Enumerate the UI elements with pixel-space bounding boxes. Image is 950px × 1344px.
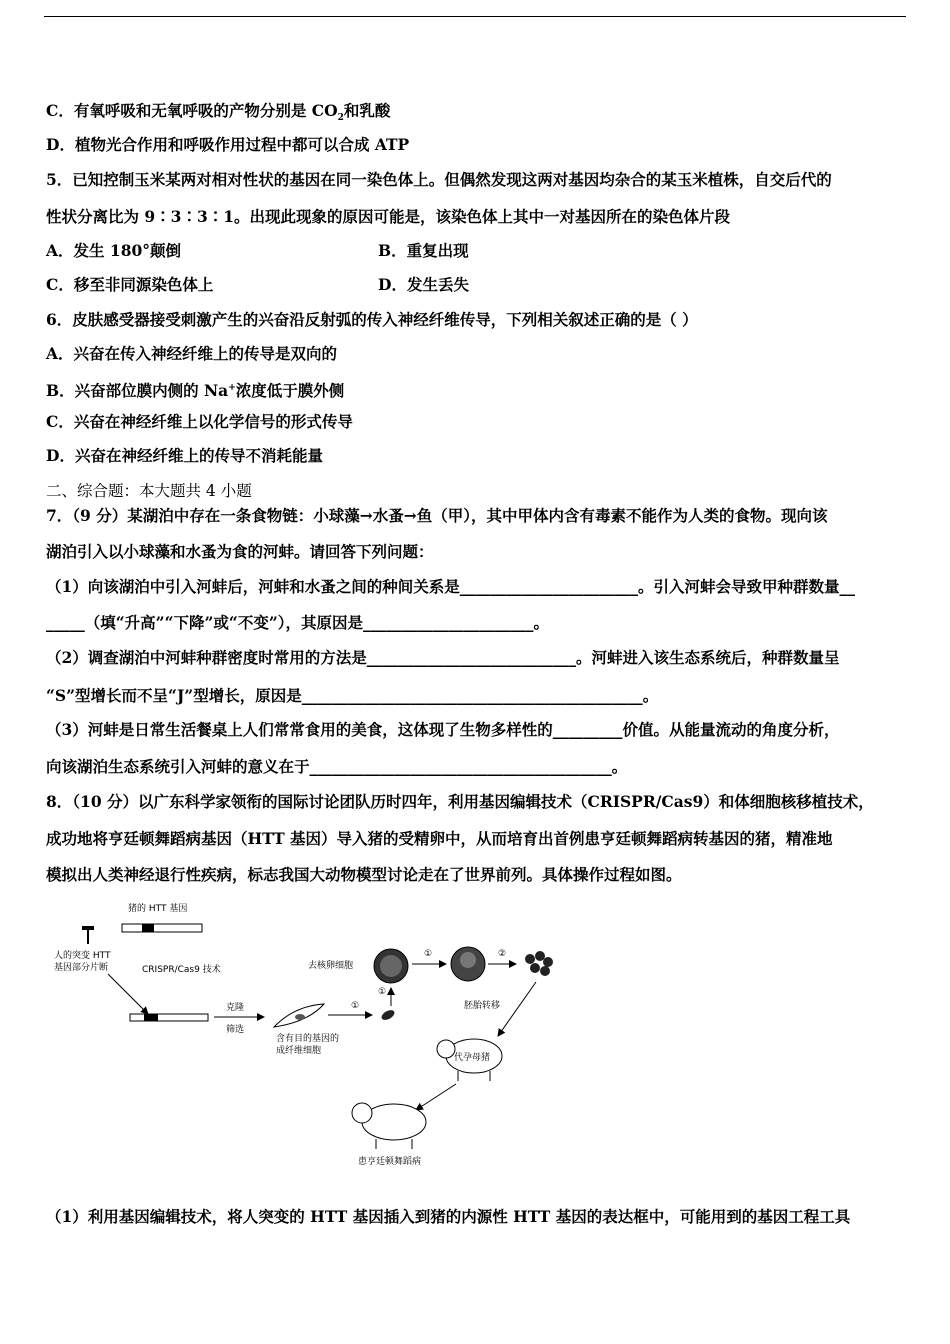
q6-option-a: A．兴奋在传入神经纤维上的传导是双向的 [46, 344, 338, 363]
edited-gene-marker [144, 1014, 158, 1021]
q5-option-d: D．发生丢失 [378, 275, 469, 294]
surrogate-label: 代孕母猪 [454, 1053, 491, 1063]
q7-part3-line2: 向该湖泊生态系统引入河蚌的意义在于_______________________________________。 [46, 757, 628, 776]
disease-pig [352, 1103, 426, 1149]
q5-option-a: A．发生 180°颠倒 [46, 241, 182, 260]
human-fragment-bar [82, 926, 94, 930]
q7-part2-line2: “S”型增长而不呈“J”型增长，原因是____________________________________________。 [46, 686, 659, 705]
arrow-to-disease-pig [416, 1084, 456, 1110]
enucleated-egg-label: 去核卵细胞 [308, 961, 354, 971]
q4-option-c: C．有氧呼吸和无氧呼吸的产物分别是 $CO_2$和乳酸 [46, 101, 391, 124]
embryo-transfer-label: 胚胎转移 [464, 1001, 501, 1011]
enucleated-egg-inner [380, 955, 402, 977]
screen-label: 筛选 [226, 1025, 245, 1035]
step1-label-b: ① [378, 987, 387, 997]
q5-stem-line1: 5．已知控制玉米某两对相对性状的基因在同一染色体上。但偶然发现这两对基因均杂合的某玉米植株，自交后代的 [46, 170, 832, 189]
q7-stem-line2: 湖泊引入以小球藻和水蚤为食的河蚌。请回答下列问题： [46, 542, 434, 561]
q6-stem: 6．皮肤感受器接受刺激产生的兴奋沿反射弧的传入神经纤维传导，下列相关叙述正确的是（ ） [46, 310, 698, 329]
clone-label: 克隆 [226, 1003, 245, 1013]
q6-option-d: D．兴奋在神经纤维上的传导不消耗能量 [46, 446, 323, 465]
pig-htt-gene-bar [122, 924, 202, 932]
reconstructed-egg-inner [460, 952, 476, 968]
edited-gene-bar [130, 1014, 208, 1021]
arrow-to-edited-gene [108, 974, 148, 1014]
q5-option-c: C．移至非同源染色体上 [46, 275, 214, 294]
q7-part1-line1: （1）向该湖泊中引入河蚌后，河蚌和水蚤之间的种间关系是_______________________。引入河蚌会导致甲种群数量__ [46, 577, 856, 596]
q4-option-d: D．植物光合作用和呼吸作用过程中都可以合成 ATP [46, 135, 410, 154]
fibroblast-nucleus [295, 1014, 305, 1020]
q6-option-c: C．兴奋在神经纤维上以化学信号的形式传导 [46, 412, 353, 431]
q5-option-b: B．重复出现 [378, 241, 469, 260]
embryo-cluster [525, 951, 553, 976]
step1-label-a: ① [351, 1001, 360, 1011]
q6-option-b: B．兴奋部位膜内侧的 Na+浓度低于膜外侧 [46, 381, 345, 401]
fibroblast-label-1: 含有目的基因的 [276, 1034, 340, 1044]
q8-stem-line3: 模拟出人类神经退行性疾病，标志我国大动物模型讨论走在了世界前列。具体操作过程如图。 [46, 865, 682, 884]
q5-stem-line2: 性状分离比为 9∶3∶3∶1。出现此现象的原因可能是，该染色体上其中一对基因所在的染色体片段 [46, 207, 731, 226]
pig-htt-label: 猪的 HTT 基因 [128, 904, 188, 914]
q7-part2-line1: （2）调查湖泊中河蚌种群密度时常用的方法是___________________________。河蚌进入该生态系统后，种群数量呈 [46, 648, 840, 667]
q8-stem-line1: 8．（10 分）以广东科学家领衔的国际讨论团队历时四年，利用基因编辑技术（CRISPR/Cas9）和体细胞核移植技术， [46, 792, 874, 811]
step1-label-c: ① [424, 949, 433, 959]
header-rule [44, 16, 906, 17]
disease-pig-label: 患亨廷顿舞蹈病 [358, 1157, 422, 1167]
donor-nucleus [380, 1008, 396, 1022]
section-heading: 二、综合题：本大题共 4 小题 [46, 482, 252, 500]
human-fragment-label-2: 基因部分片断 [54, 963, 109, 973]
q8-stem-line2: 成功地将亨廷顿舞蹈病基因（HTT 基因）导入猪的受精卵中，从而培育出首例患亨廷顿舞蹈病转基因的猪，精准地 [46, 829, 833, 848]
pig-htt-gene-marker [142, 924, 154, 932]
arrow-embryo-transfer [498, 982, 536, 1036]
step2-label: ② [498, 949, 507, 959]
htt-pig-procedure-diagram [46, 896, 566, 1171]
human-fragment-label-1: 人的突变 HTT [54, 951, 111, 961]
q7-part3-line1: （3）河蚌是日常生活餐桌上人们常常食用的美食，这体现了生物多样性的_________价值。从能量流动的角度分析， [46, 720, 840, 739]
q7-part1-line2: _____（填“升高”“下降”或“不变”），其原因是______________________。 [46, 613, 549, 632]
q8-part1: （1）利用基因编辑技术，将人突变的 HTT 基因插入到猪的内源性 HTT 基因的表达框中，可能用到的基因工程工具 [46, 1207, 851, 1226]
fibroblast-label-2: 成纤维细胞 [276, 1046, 322, 1056]
q7-stem-line1: 7．（9 分）某湖泊中存在一条食物链：小球藻→水蚤→鱼（甲），其中甲体内含有毒素不能作为人类的食物。现向该 [46, 506, 828, 525]
crispr-label: CRISPR/Cas9 技术 [142, 965, 221, 975]
